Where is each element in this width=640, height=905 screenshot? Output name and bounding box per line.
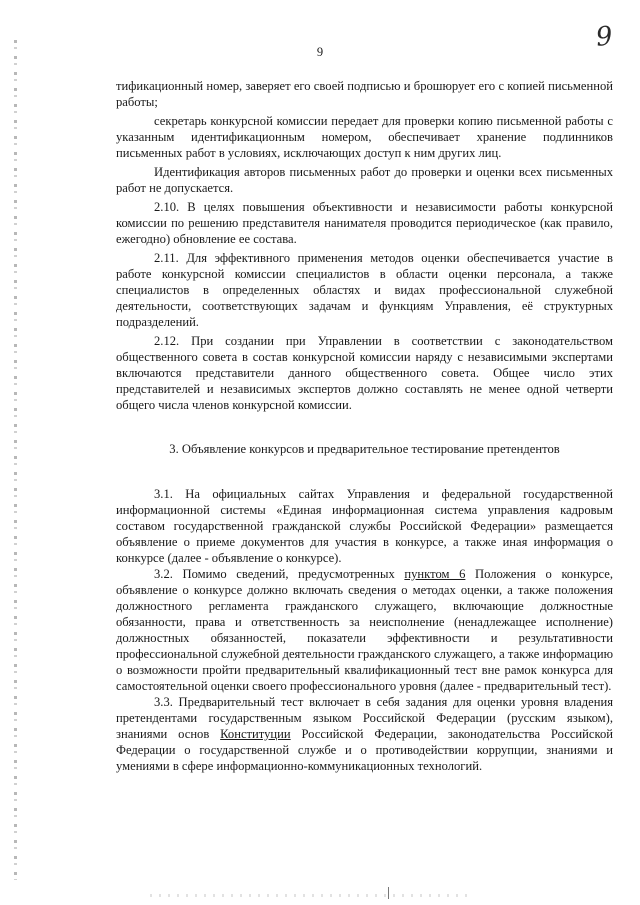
- document-body: [116, 78, 613, 774]
- paragraph-3-2-text-start: 3.2. Помимо сведений, предусмотренных: [154, 567, 405, 581]
- paragraph-secretary: секретарь конкурсной комиссии передает для проверки копию письменной работы с указанным идентификационным номером, обеспечивает хранение подлинников письменных работ в условиях, исключающих доступ к ним других лиц.: [116, 114, 613, 160]
- paragraph-3-1: 3.1. На официальных сайтах Управления и федеральной государственной информационной системы «Единая информационная система управления кадровым составом государственной гражданской службы Российской Федерации» размещается объявление о приеме документов для участия в конкурсе, а также иная информация о конкурсе (далее - объявление о конкурсе).: [116, 487, 613, 565]
- scan-footer-tick: [388, 887, 389, 899]
- paragraph-3-3-text-start: 3.3. Предварительный тест включает в себя задания для оценки уровня владения претендентами государственным языком Российской Федерации (русским языком), знаниями основ: [116, 695, 613, 741]
- paragraph-3-3: [116, 694, 613, 774]
- paragraph-identification: Идентификация авторов письменных работ до проверки и оценки всех письменных работ не допускается.: [116, 165, 613, 195]
- paragraph-2-10: 2.10. В целях повышения объективности и независимости работы конкурсной комиссии по решению представителя нанимателя проводится периодическое (как правило, ежегодно) обновление ее состава.: [116, 200, 613, 246]
- paragraph-3-2-text-end: Положения о конкурсе, объявление о конкурсе должно включать сведения о методах оценки, а также положения должностного регламента гражданского служащего, включающие должностные обязанности, права и ответственность за неисполнение (ненадлежащее исполнение) должностных обязанностей, показатели эффективности и результативности профессиональной служебной деятельности гражданского служащего, а также информацию о возможности пройти предварительный квалификационный тест вне рамок конкурса для самостоятельной оценки своего профессионального уровня (далее - предварительный тест).: [116, 567, 613, 693]
- section-3-title: 3. Объявление конкурсов и предварительное тестирование претендентов: [169, 442, 560, 456]
- paragraph-2-12: 2.12. При создании при Управлении в соответствии с законодательством общественного совета в состав конкурсной комиссии наряду с независимыми экспертами включаются представители данного общественного совета. Общее число этих представителей и независимых экспертов должно составлять не менее одной четверти общего числа членов конкурсной комиссии.: [116, 334, 613, 412]
- link-punkt-6[interactable]: пунктом 6: [404, 567, 466, 581]
- paragraph-2-11: 2.11. Для эффективного применения методов оценки обеспечивается участие в работе конкурсной комиссии специалистов в области оценки персонала, а также специалистов в определенных областях и видах профессиональной служебной деятельности, соответствующих задачам и функциям Управления, её структурных подразделений.: [116, 251, 613, 329]
- link-constitution[interactable]: Конституции: [220, 727, 291, 741]
- scan-binding-edge: [14, 40, 17, 880]
- paragraph-continuation: тификационный номер, заверяет его своей подписью и брошюрует его с копией письменной работы;: [116, 79, 613, 109]
- paragraph-3-2: [116, 566, 613, 694]
- handwritten-page-number: 9: [594, 21, 615, 53]
- page-number: 9: [316, 45, 324, 59]
- paragraph-3-3-text-end: Российской Федерации, законодательства Российской Федерации о государственной службе и о противодействии коррупции, знаниями и умениями в сфере информационно-коммуникационных технологий.: [116, 727, 613, 773]
- scan-footer-marks: [150, 894, 470, 897]
